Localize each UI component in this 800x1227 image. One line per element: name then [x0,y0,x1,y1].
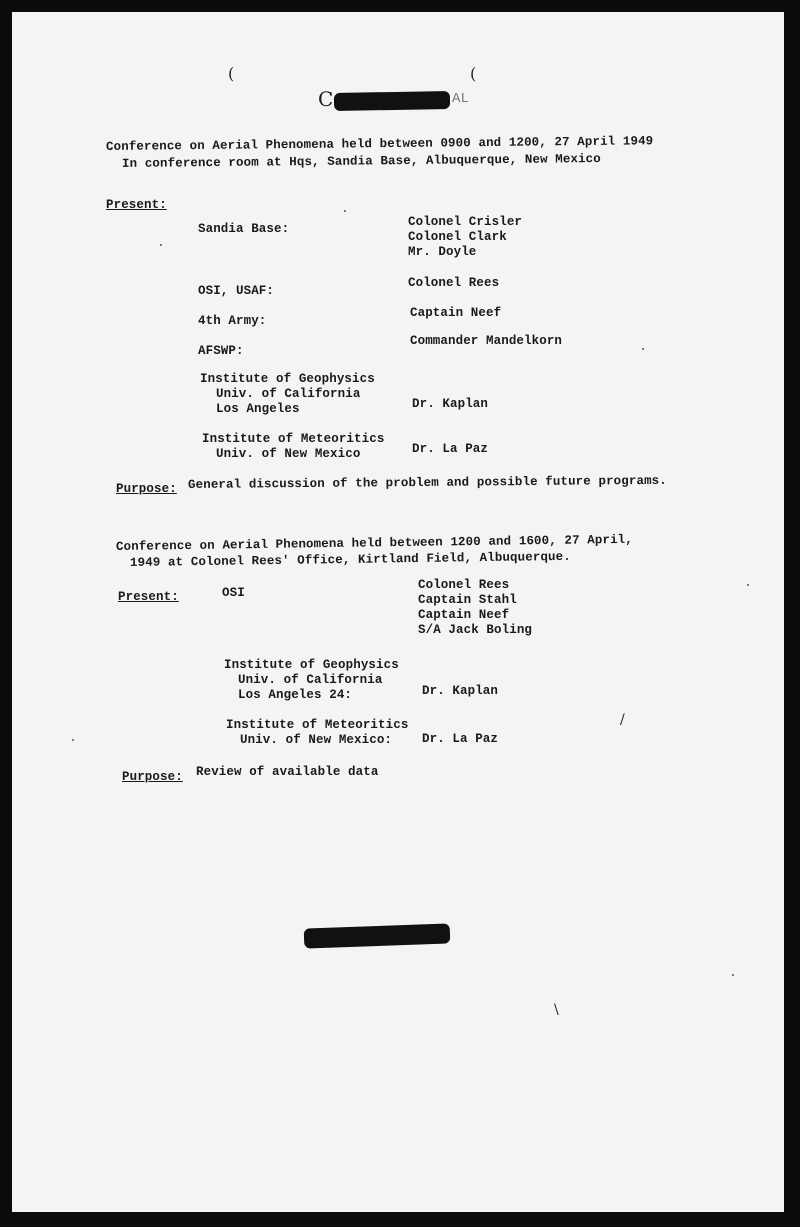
conference1-org-afswp: AFSWP: [198,344,244,358]
conference1-name-lapaz: Dr. La Paz [412,442,489,456]
conference2-title-line2: 1949 at Colonel Rees' Office, Kirtland Field, Albuquerque. [129,549,571,570]
conference1-title-line1: Conference on Aerial Phenomena held between 0900 and 1200, 27 April 1949 [105,134,654,154]
conference2-org-osi: OSI [222,586,245,600]
conference2-name-lapaz: Dr. La Paz [422,732,499,746]
conference1-org-meteoritics-2: Univ. of New Mexico [216,447,361,461]
conference2-purpose-label: Purpose: [122,770,183,784]
conference2-org-geophysics-1: Institute of Geophysics [224,658,399,672]
conference2-org-geophysics-3: Los Angeles 24: [238,688,353,702]
speck [344,210,346,212]
conference1-name-rees: Colonel Rees [408,276,500,290]
conference1-name-clark: Colonel Clark [408,230,507,244]
speck [160,244,162,246]
conference1-org-meteoritics-1: Institute of Meteoritics [202,432,385,446]
conference2-org-meteoritics-1: Institute of Meteoritics [226,718,409,732]
conference2-name-neef: Captain Neef [418,608,510,622]
classification-redaction-top [334,91,450,111]
conference1-org-geophysics-3: Los Angeles [216,402,300,416]
conference1-name-kaplan: Dr. Kaplan [412,397,489,411]
document-page [12,12,784,1212]
paren-mark-left: ( [228,64,235,83]
stray-mark: \ [554,1002,559,1018]
conference2-title-line1: Conference on Aerial Phenomena held between 1200 and 1600, 27 April, [115,532,633,554]
conference1-org-geophysics-1: Institute of Geophysics [200,372,375,386]
conference2-name-kaplan: Dr. Kaplan [422,684,499,698]
conference2-name-boling: S/A Jack Boling [418,623,533,637]
speck [732,974,734,976]
classification-redaction-bottom [304,923,451,948]
conference1-org-4th-army: 4th Army: [198,314,267,328]
conference2-name-stahl: Captain Stahl [418,593,517,607]
stray-mark: / [620,712,625,728]
speck [72,739,74,741]
conference1-org-osi: OSI, USAF: [198,284,275,298]
paren-mark-right: ( [470,64,477,83]
conference2-org-geophysics-2: Univ. of California [238,673,383,687]
classification-fragment-left: C [318,87,334,111]
conference2-org-meteoritics-2: Univ. of New Mexico: [240,733,393,747]
conference1-title-line2: In conference room at Hqs, Sandia Base, Albuquerque, New Mexico [121,151,601,171]
conference2-name-rees: Colonel Rees [418,578,510,592]
speck [747,584,749,586]
conference1-purpose-label: Purpose: [116,482,177,496]
conference1-purpose-text: General discussion of the problem and possible future programs. [187,473,667,492]
conference1-org-sandia: Sandia Base: [198,222,290,236]
conference1-name-mandelkorn: Commander Mandelkorn [410,334,563,348]
speck [642,348,644,350]
conference1-present-label: Present: [106,198,167,212]
conference1-name-neef: Captain Neef [410,306,502,320]
conference1-org-geophysics-2: Univ. of California [216,387,361,401]
conference1-name-doyle: Mr. Doyle [408,245,477,259]
conference2-purpose-text: Review of available data [196,765,379,779]
classification-fragment-right: AL [452,91,470,107]
conference1-name-crisler: Colonel Crisler [408,215,523,229]
conference2-present-label: Present: [118,590,179,604]
